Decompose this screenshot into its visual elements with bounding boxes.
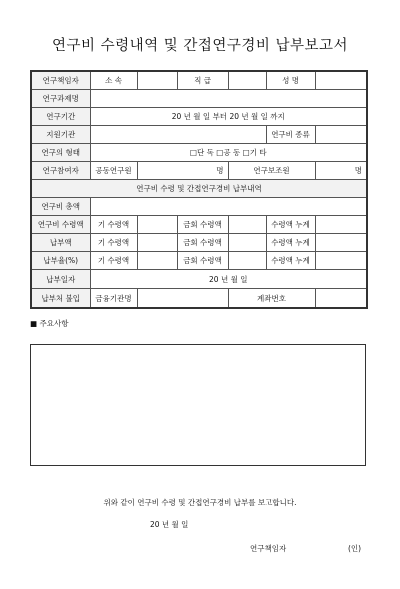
label-paid-already: 기 수령액 xyxy=(90,234,137,252)
label-paid: 납부액 xyxy=(31,234,90,252)
field-this-received[interactable] xyxy=(228,216,266,234)
row-rate xyxy=(31,252,367,270)
field-received-total[interactable] xyxy=(315,216,367,234)
field-total[interactable] xyxy=(90,198,367,216)
label-rate-already: 기 수령액 xyxy=(90,252,137,270)
label-total: 연구비 총액 xyxy=(31,198,90,216)
label-rate-this: 금회 수령액 xyxy=(177,252,228,270)
label-researcher: 연구책임자 xyxy=(31,71,90,90)
document-title: 연구비 수령내역 및 간접연구경비 납부보고서 xyxy=(51,38,349,54)
field-project[interactable] xyxy=(90,90,367,108)
notes-label: ■ 주요사항 xyxy=(30,319,69,328)
row-total xyxy=(31,198,367,216)
field-paid-this[interactable] xyxy=(228,234,266,252)
label-fund-type: 연구비 종류 xyxy=(266,126,315,144)
label-account: 계좌번호 xyxy=(228,289,315,309)
label-pay-to: 납부처 불입 xyxy=(31,289,90,309)
field-agency[interactable] xyxy=(90,126,266,144)
row-participants xyxy=(31,162,367,180)
report-date: 20 년 월 일 xyxy=(150,520,189,529)
field-already-received[interactable] xyxy=(137,216,177,234)
field-position[interactable] xyxy=(228,71,266,90)
row-researcher xyxy=(31,71,367,90)
row-pay-to xyxy=(31,289,367,309)
label-bank: 금융기관명 xyxy=(90,289,137,309)
label-this-received: 금회 수령액 xyxy=(177,216,228,234)
notes-textarea[interactable] xyxy=(30,344,366,466)
label-position: 직 급 xyxy=(177,71,228,90)
label-assistants: 연구보조원 xyxy=(228,162,315,180)
label-paid-this: 금회 수령액 xyxy=(177,234,228,252)
seal-mark: (인) xyxy=(348,544,362,553)
label-received-total: 수령액 누계 xyxy=(266,216,315,234)
label-already-received: 기 수령액 xyxy=(90,216,137,234)
field-co-researchers-count[interactable]: 명 xyxy=(137,162,228,180)
field-bank[interactable] xyxy=(137,289,228,309)
field-pay-date[interactable]: 20 년 월 일 xyxy=(90,270,367,289)
field-name[interactable] xyxy=(315,71,367,90)
field-rate-already[interactable] xyxy=(137,252,177,270)
section-title: 연구비 수령 및 간접연구경비 납부내역 xyxy=(31,180,367,198)
row-project xyxy=(31,90,367,108)
label-name: 성 명 xyxy=(266,71,315,90)
label-rate-total: 수령액 누계 xyxy=(266,252,315,270)
field-account[interactable] xyxy=(315,289,367,309)
label-form: 연구의 형태 xyxy=(31,144,90,162)
label-paid-total: 수령액 누계 xyxy=(266,234,315,252)
report-form-table xyxy=(30,70,368,309)
label-co-researchers: 공동연구원 xyxy=(90,162,137,180)
row-agency xyxy=(31,126,367,144)
label-agency: 지원기관 xyxy=(31,126,90,144)
signer-label: 연구책임자 xyxy=(250,544,287,553)
field-fund-type[interactable] xyxy=(315,126,367,144)
label-project: 연구과제명 xyxy=(31,90,90,108)
field-rate-this[interactable] xyxy=(228,252,266,270)
label-period: 연구기간 xyxy=(31,108,90,126)
label-participants: 연구참여자 xyxy=(31,162,90,180)
field-paid-already[interactable] xyxy=(137,234,177,252)
label-pay-date: 납부일자 xyxy=(31,270,90,289)
confirm-statement: 위와 같이 연구비 수령 및 간접연구경비 납부를 보고합니다. xyxy=(103,498,297,507)
row-form xyxy=(31,144,367,162)
label-received: 연구비 수령액 xyxy=(31,216,90,234)
label-rate: 납부율(%) xyxy=(31,252,90,270)
row-pay-date xyxy=(31,270,367,289)
field-paid-total[interactable] xyxy=(315,234,367,252)
label-affiliation: 소 속 xyxy=(90,71,137,90)
row-paid xyxy=(31,234,367,252)
field-rate-total[interactable] xyxy=(315,252,367,270)
row-section-header xyxy=(31,180,367,198)
field-form-options[interactable]: □단 독 □공 동 □기 타 xyxy=(90,144,367,162)
row-received xyxy=(31,216,367,234)
field-assistants-count[interactable]: 명 xyxy=(315,162,367,180)
field-period[interactable]: 20 년 월 일 부터 20 년 월 일 까지 xyxy=(90,108,367,126)
row-period xyxy=(31,108,367,126)
field-affiliation[interactable] xyxy=(137,71,177,90)
